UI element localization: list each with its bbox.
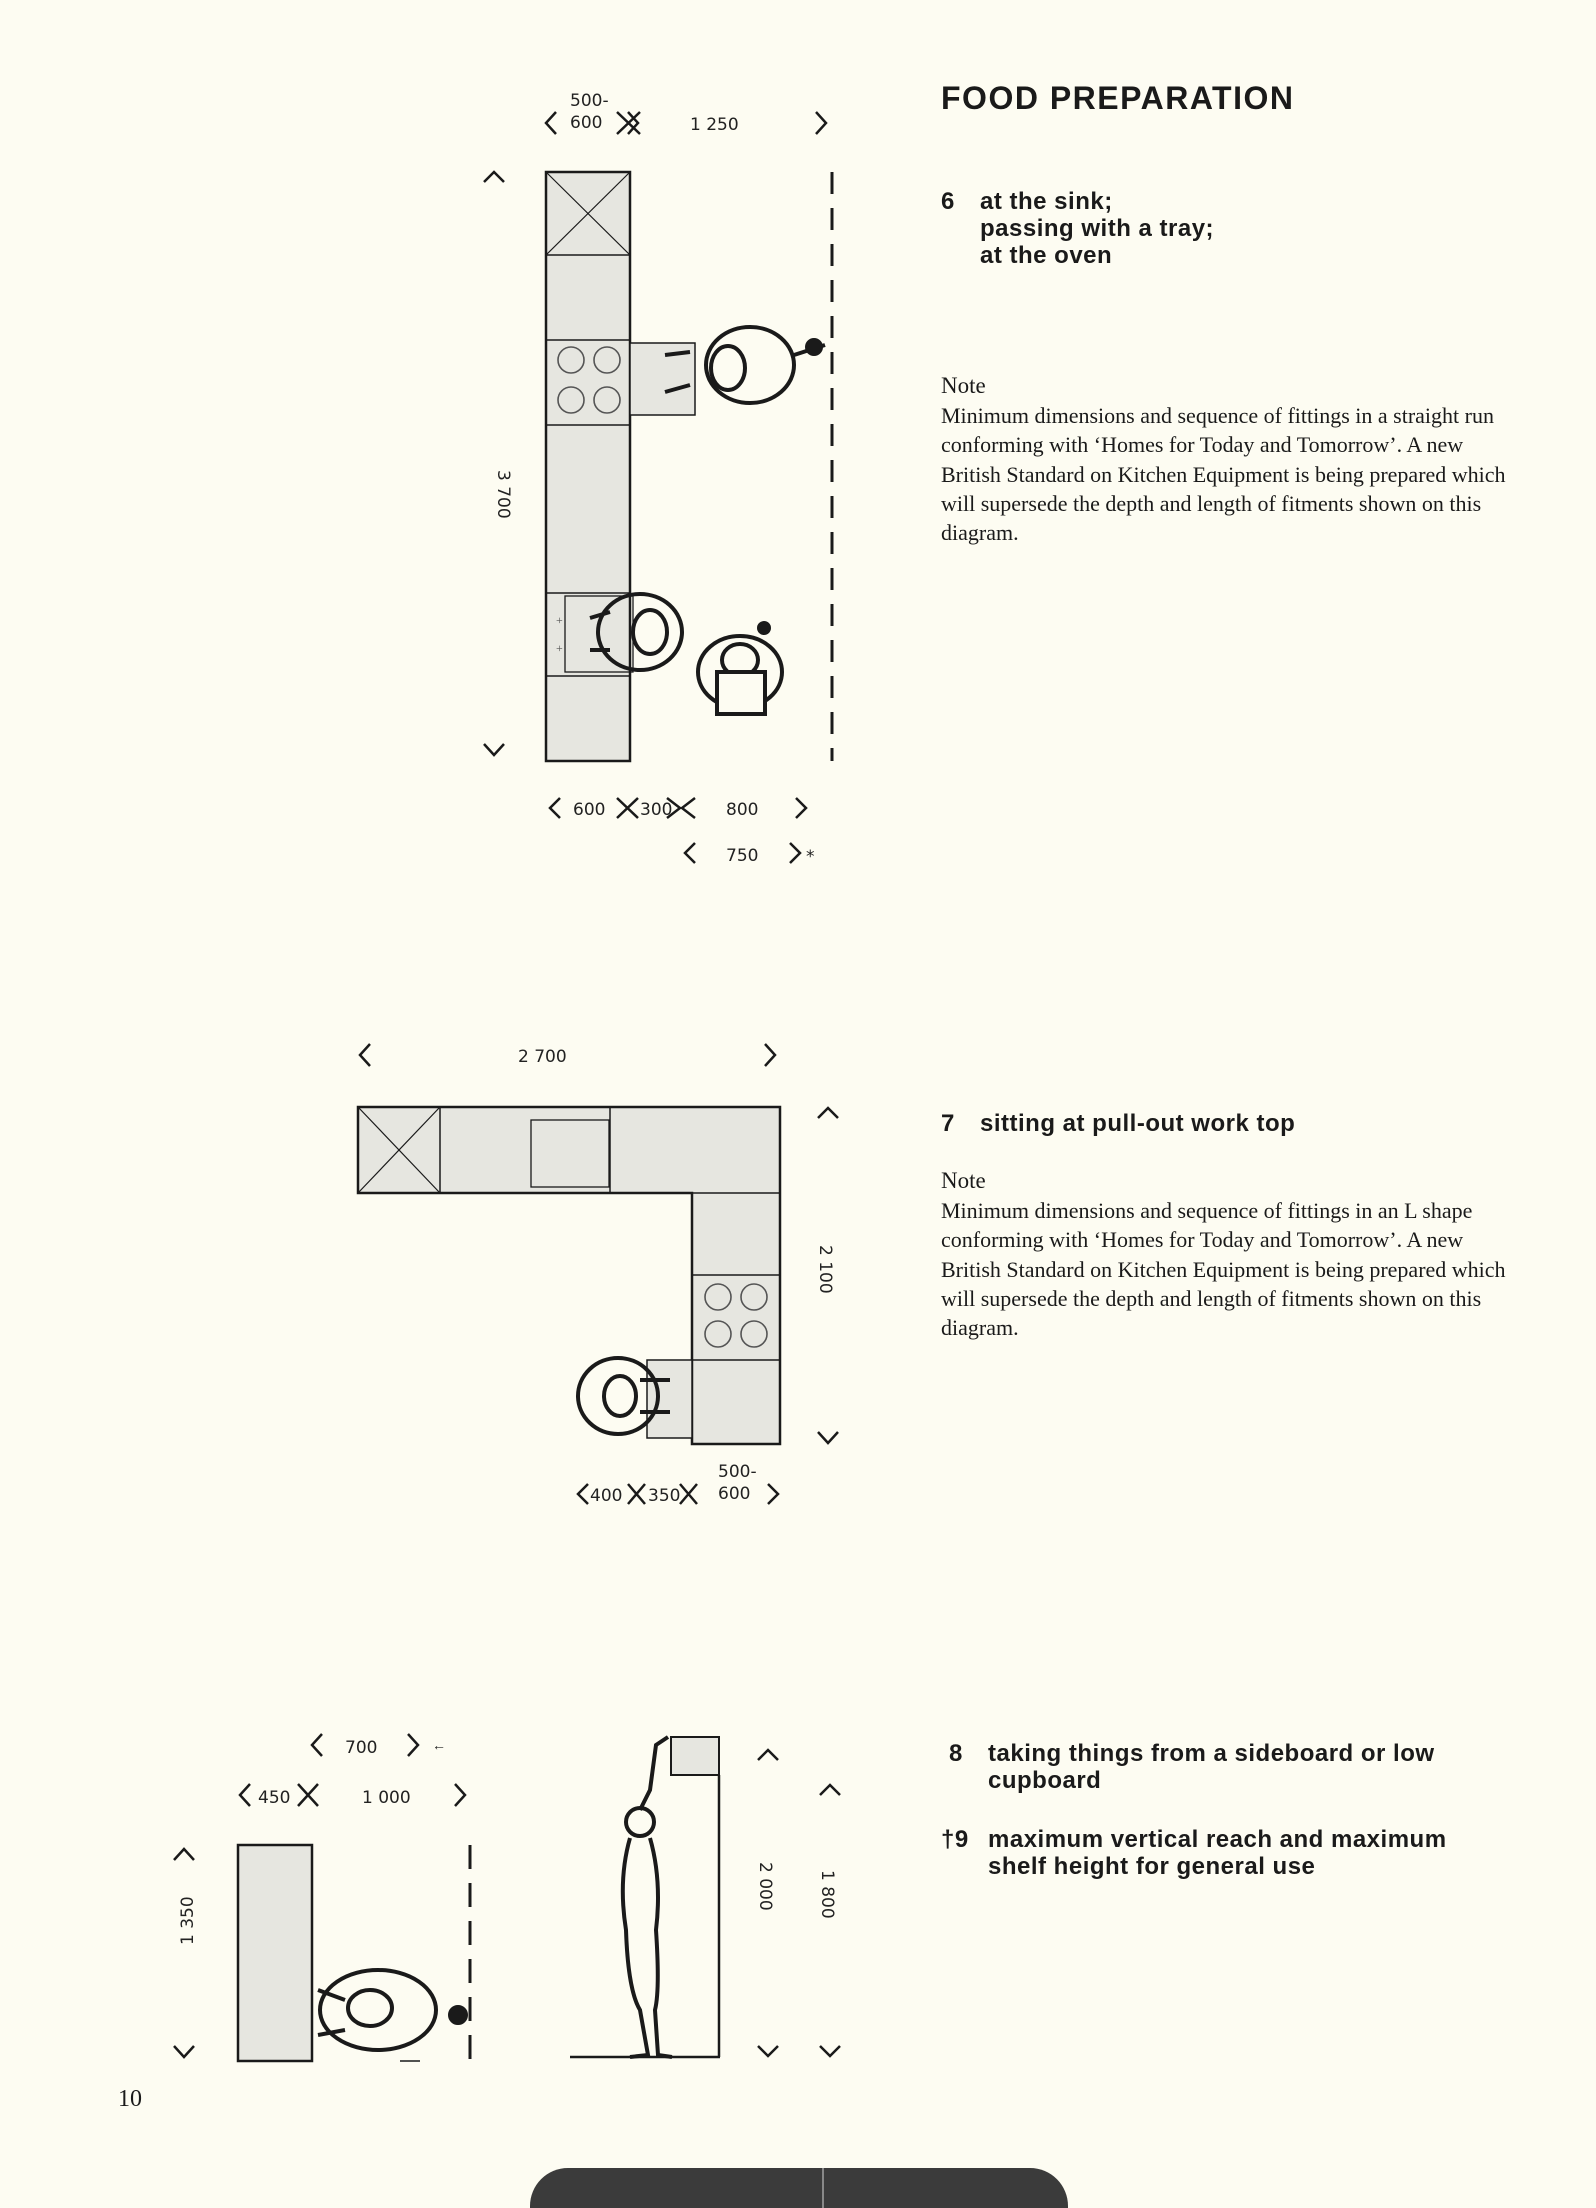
item-text: maximum vertical reach and maximum shelf height for general use bbox=[988, 1826, 1447, 1880]
svg-text:+: + bbox=[556, 613, 563, 627]
diagram-9-vertical-reach bbox=[570, 1737, 840, 2057]
dim-label: 600 bbox=[573, 800, 606, 820]
note-text: Minimum dimensions and sequence of fittings in an L shape conforming with ‘Homes for Today and Tomorrow’. A new British Standard on Kitchen Equipment is being prepared which will supersede the depth and length of fitments shown on this diagram. bbox=[941, 1198, 1506, 1341]
item-number: 8 bbox=[949, 1740, 963, 1767]
dim-label: 750 bbox=[726, 846, 759, 866]
note-heading: Note bbox=[941, 1168, 986, 1193]
dim-label: 450 bbox=[258, 1788, 291, 1808]
item-text: sitting at pull-out work top bbox=[980, 1110, 1296, 1137]
dim-label: 1 000 bbox=[362, 1788, 411, 1808]
viewer-toolbar[interactable] bbox=[530, 2168, 1068, 2208]
pull-out-work-top bbox=[647, 1360, 692, 1438]
note-heading: Note bbox=[941, 373, 986, 398]
svg-text:←: ← bbox=[432, 1739, 446, 1754]
dim-label: 500-600 bbox=[718, 1462, 757, 1504]
dim-label: 1 250 bbox=[690, 115, 739, 135]
item-number: 7 bbox=[941, 1110, 955, 1137]
item-text: at the sink; passing with a tray; at the oven bbox=[980, 188, 1215, 269]
dim-label: 2 100 bbox=[815, 1245, 835, 1294]
page-title: FOOD PREPARATION bbox=[941, 80, 1295, 116]
dim-label: 800 bbox=[726, 800, 759, 820]
item-text: taking things from a sideboard or low cupboard bbox=[988, 1740, 1435, 1794]
person-reaching-icon bbox=[623, 1737, 672, 2057]
page-number: 10 bbox=[118, 2086, 142, 2112]
dim-label: 350 bbox=[648, 1486, 681, 1506]
dim-label: 500-600 bbox=[570, 91, 609, 133]
sideboard bbox=[238, 1845, 312, 2061]
dim-label: 2 700 bbox=[518, 1047, 567, 1067]
person-bending-icon bbox=[318, 1970, 466, 2050]
dim-label: 1 800 bbox=[817, 1870, 837, 1919]
person-with-tray-icon bbox=[698, 623, 782, 714]
svg-text:+: + bbox=[556, 641, 563, 655]
item-number: †9 bbox=[941, 1826, 969, 1853]
fitment-run bbox=[546, 172, 630, 761]
dim-label: 400 bbox=[590, 1486, 623, 1506]
dim-label: 700 bbox=[345, 1738, 378, 1758]
shelf bbox=[671, 1737, 719, 1775]
item-number: 6 bbox=[941, 188, 955, 215]
dim-label: 2 000 bbox=[755, 1862, 775, 1911]
dim-mark: * bbox=[806, 847, 815, 867]
diagram-6-straight-run bbox=[484, 112, 832, 863]
dim-label: 1 350 bbox=[178, 1896, 198, 1945]
note-text: Minimum dimensions and sequence of fittings in a straight run conforming with ‘Homes for Today and Tomorrow’. A new British Standard on Kitchen Equipment is being prepared which will supersede the depth and length of fitments shown on this diagram. bbox=[941, 403, 1506, 546]
dim-label: 300 bbox=[640, 800, 673, 820]
diagram-7-l-shape bbox=[358, 1044, 838, 1504]
dim-label: 3 700 bbox=[493, 470, 513, 519]
diagram-8-sideboard bbox=[174, 1734, 470, 2061]
